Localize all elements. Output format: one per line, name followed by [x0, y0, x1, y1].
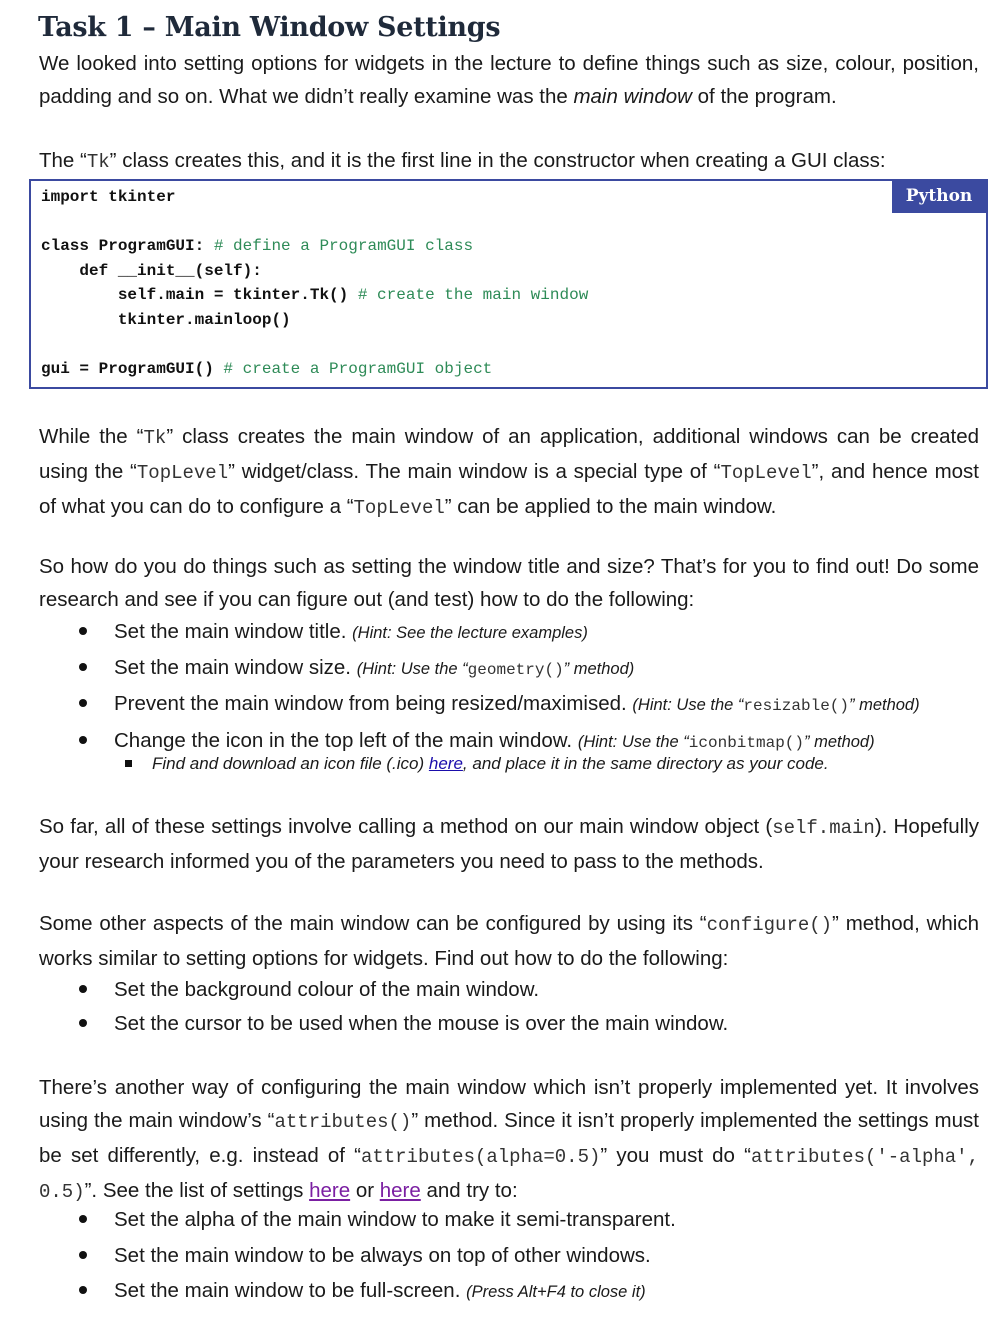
- icon-download-subitem: Find and download an icon file (.ico) here, and place it in the same directory as your code.: [152, 752, 829, 776]
- bullet-icon: [79, 1215, 87, 1223]
- task-title: Task 1 – Main Window Settings: [38, 12, 501, 43]
- bullet-icon: [79, 1019, 87, 1027]
- square-bullet-icon: [125, 760, 132, 767]
- configure-list: [39, 973, 979, 1040]
- list-item: Set the background colour of the main window.: [39, 973, 979, 1007]
- tk-intro-line: The “Tk” class creates this, and it is the first line in the constructor when creating a GUI class:: [39, 149, 886, 173]
- list-item: Set the alpha of the main window to make it semi-transparent.: [39, 1203, 979, 1239]
- list-item: Set the main window to be full-screen. (Press Alt+F4 to close it): [39, 1274, 979, 1310]
- bullet-icon: [79, 699, 87, 707]
- self-main-paragraph: So far, all of these settings involve calling a method on our main window object (self.main). Hopefully your research informed you of the parameters you need to pass to the methods.: [39, 815, 979, 873]
- code-content: import tkinter class ProgramGUI: # define a ProgramGUI class def __init__(self): self.main = tkinter.Tk() # create the main window tkinter.mainloop() gui = ProgramGUI() # create a ProgramGUI object: [41, 188, 589, 378]
- intro-paragraph: We looked into setting options for widgets in the lecture to define things such as size, colour, position, padding and so on. What we didn’t really examine was the main window of the program.: [39, 52, 979, 108]
- settings-link-2[interactable]: here: [379, 1179, 421, 1202]
- bullet-icon: [79, 627, 87, 635]
- bullet-icon: [79, 736, 87, 744]
- code-block: [29, 179, 988, 389]
- list-item: Set the main window to be always on top of other windows.: [39, 1239, 979, 1275]
- bullet-icon: [79, 663, 87, 671]
- bullet-icon: [79, 1251, 87, 1259]
- bullet-icon: [79, 985, 87, 993]
- window-settings-list: [39, 615, 979, 760]
- research-paragraph: So how do you do things such as setting the window title and size? That’s for you to find out! Do some research and see if you can figure out (and test) how to do the following:: [39, 555, 979, 611]
- code-language-badge: Python: [892, 181, 986, 213]
- list-item: Set the cursor to be used when the mouse is over the main window.: [39, 1007, 979, 1041]
- attributes-list: [39, 1203, 979, 1310]
- list-item: Set the main window size. (Hint: Use the “geometry()” method): [39, 651, 979, 688]
- toplevel-paragraph: While the “Tk” class creates the main window of an application, additional windows can be created using the “TopLevel” widget/class. The main window is a special type of “TopLevel”, and hence most of what you can do to configure a “TopLevel” can be applied to the main window.: [39, 425, 979, 519]
- list-item: Change the icon in the top left of the main window. (Hint: Use the “iconbitmap()” method): [39, 724, 979, 761]
- attributes-paragraph: There’s another way of configuring the main window which isn’t properly implemented yet. It involves using the main window’s “attributes()” method. Since it isn’t properly implemented the settings must be set differently, e.g. instead of “attributes(alpha=0.5)” you must do “attributes('-alpha', 0.5)”. See the list of settings here or here and try to:: [39, 1076, 979, 1203]
- configure-paragraph: Some other aspects of the main window can be configured by using its “configure()” method, which works similar to setting options for widgets. Find out how to do the following:: [39, 912, 980, 970]
- icon-download-link[interactable]: here: [428, 754, 463, 773]
- list-item: Prevent the main window from being resized/maximised. (Hint: Use the “resizable()” method): [39, 687, 979, 724]
- bullet-icon: [79, 1286, 87, 1294]
- list-item: Set the main window title. (Hint: See the lecture examples): [39, 615, 979, 651]
- settings-link-1[interactable]: here: [309, 1179, 351, 1202]
